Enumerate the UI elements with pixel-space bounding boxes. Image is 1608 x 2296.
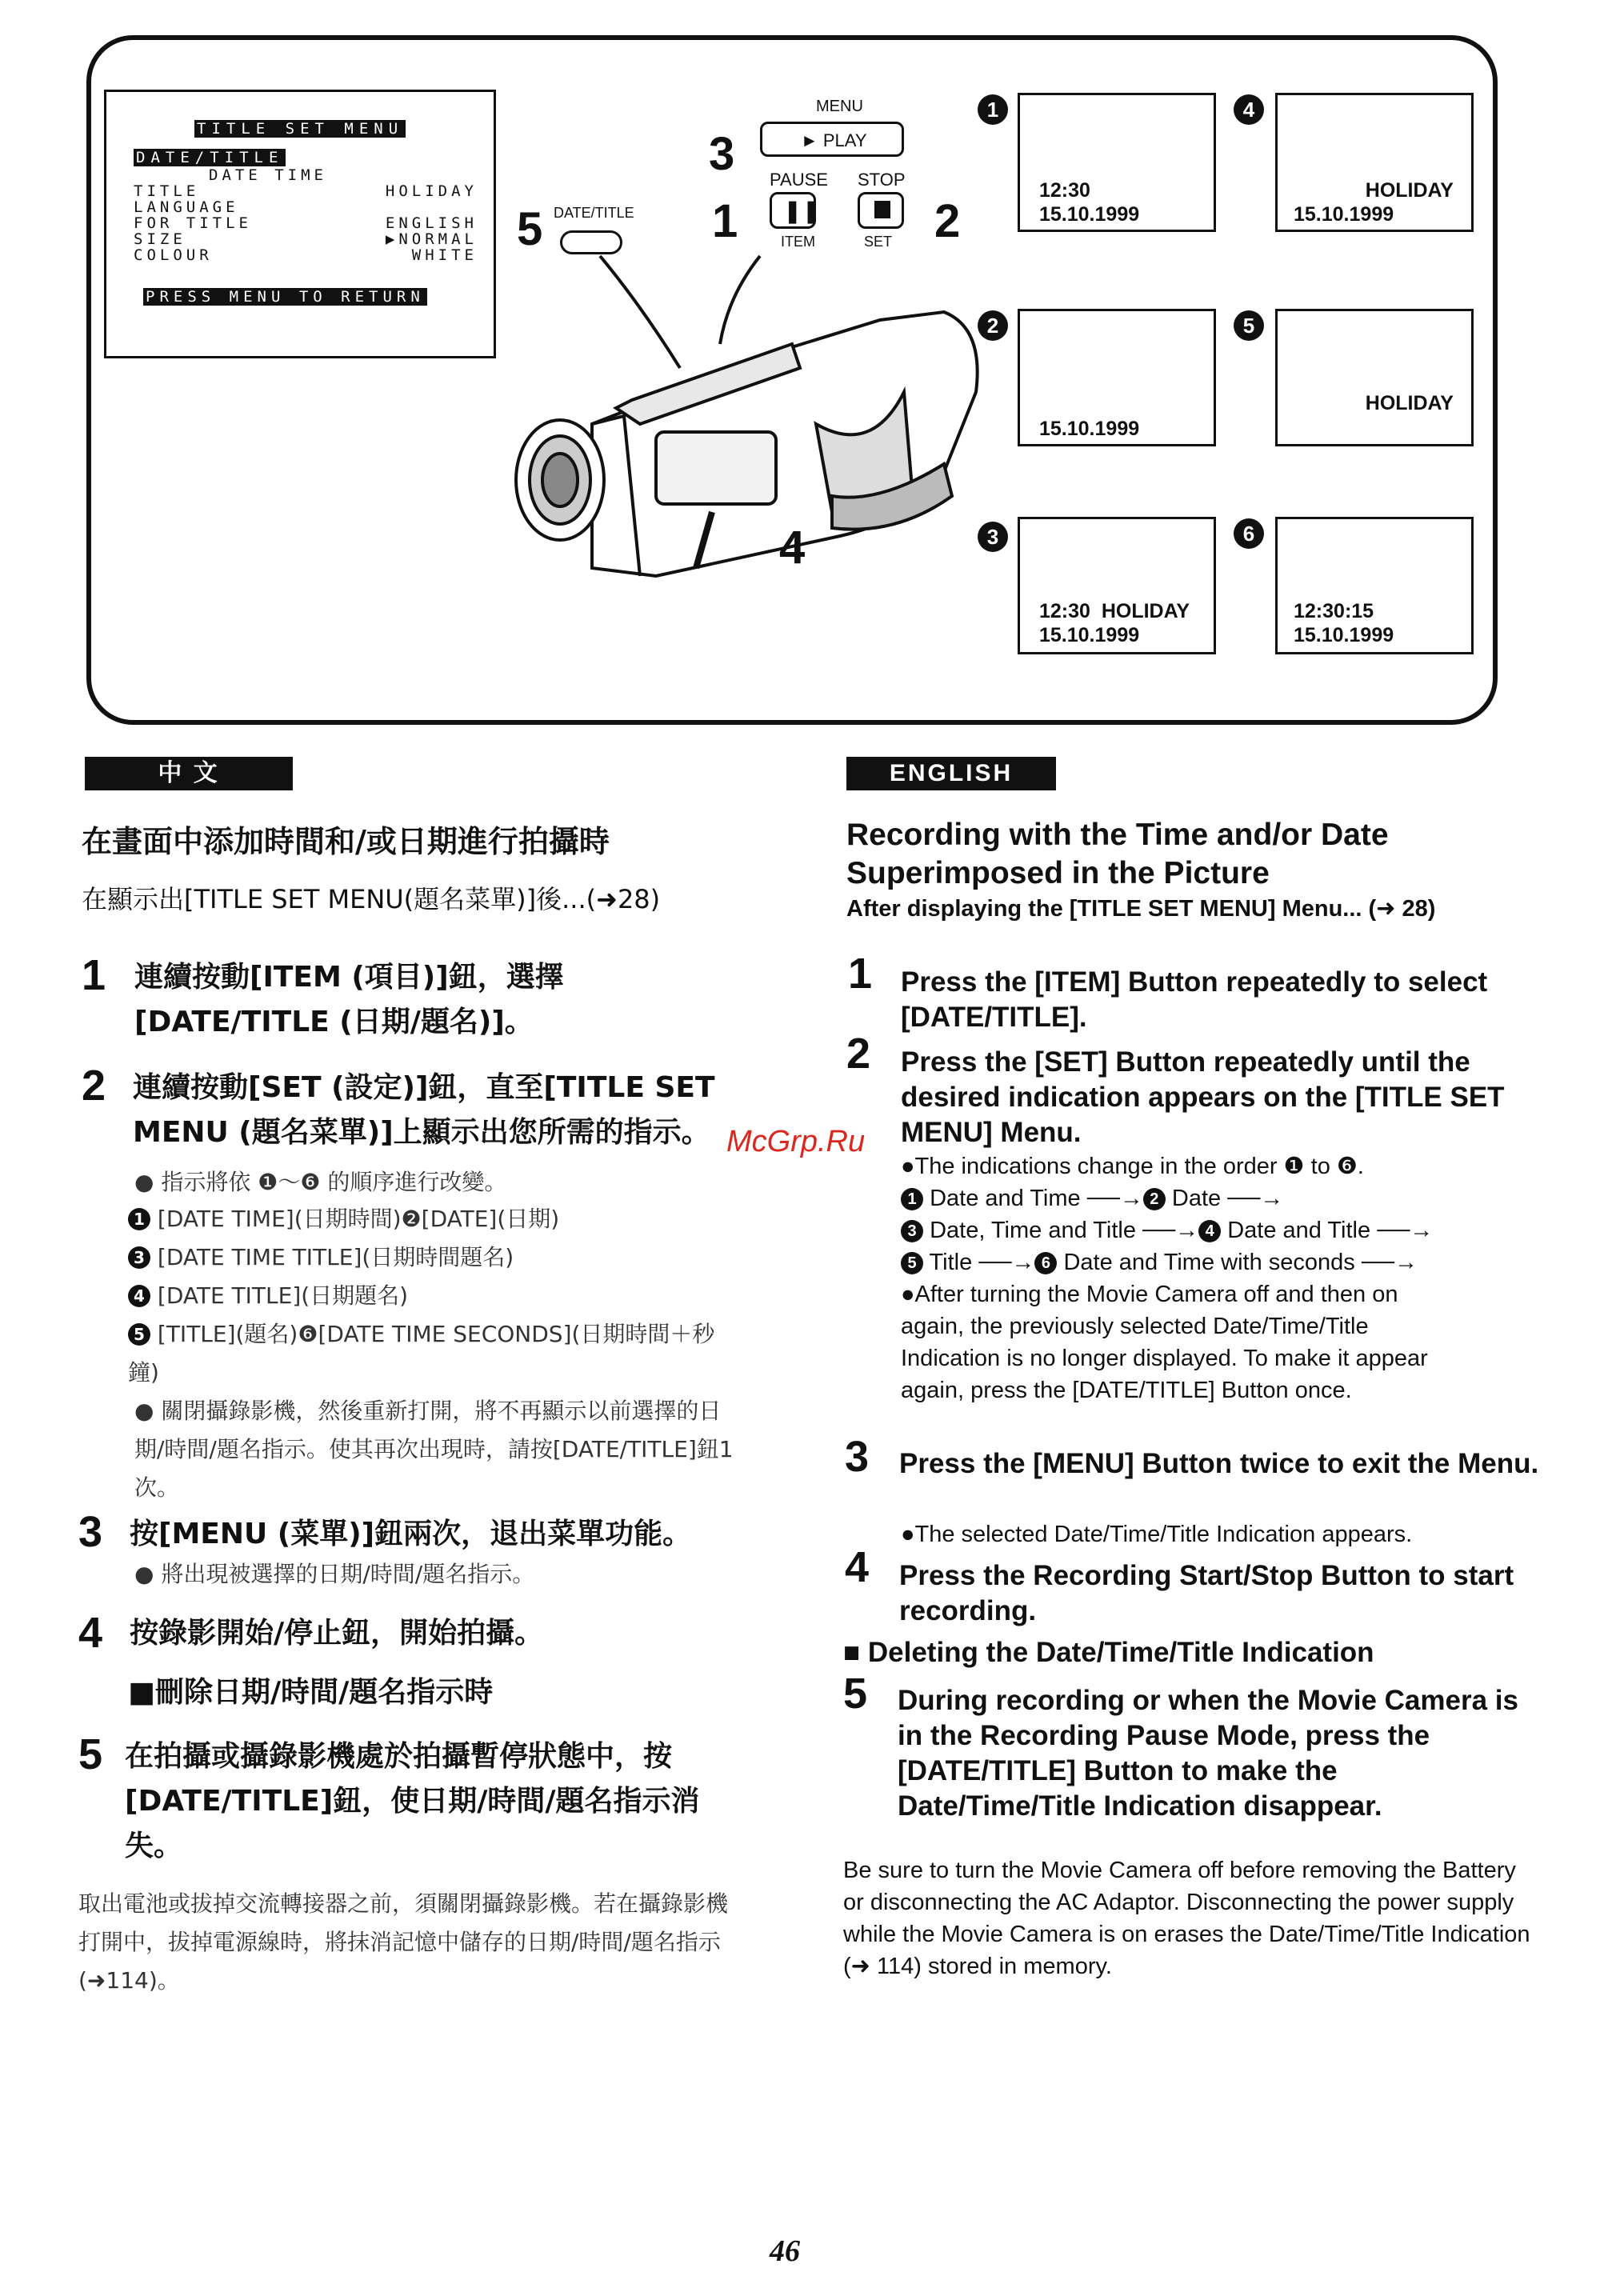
menu-screen-selected: DATE/TITLE: [134, 149, 286, 166]
play-label: ► PLAY: [801, 130, 867, 150]
chinese-note-3: ● 將出現被選擇的日期/時間/題名指示。: [134, 1561, 535, 1587]
step-5-label: 5: [517, 203, 543, 255]
chinese-subtitle: 在顯示出[TITLE SET MENU(題名菜單)]後...(➜28): [82, 884, 661, 914]
menu-row-label: LANGUAGE: [134, 198, 239, 216]
page-number: 46: [770, 2234, 800, 2268]
monitor-6: [1275, 517, 1474, 654]
step-1-label: 1: [712, 195, 738, 247]
chinese-step-1: 連續按動[ITEM (項目)]鈕，選擇[DATE/TITLE (日期/題名)]。: [134, 961, 564, 1038]
pause-icon: ❚❚: [783, 198, 821, 223]
english-step-4-number: 4: [845, 1543, 870, 1591]
watermark: McGrp.Ru: [726, 1125, 866, 1158]
monitor-1: [1018, 93, 1216, 232]
monitor-badge-4: 4: [1234, 94, 1264, 125]
menu-row-value: WHITE: [411, 246, 478, 264]
monitor-5: [1275, 309, 1474, 446]
monitor-6-line1: 12:30:15: [1294, 600, 1374, 622]
stop-label: STOP: [858, 170, 906, 190]
monitor-1-line1: 12:30: [1039, 179, 1090, 202]
chinese-delete-heading: ■刪除日期/時間/題名指示時: [128, 1676, 494, 1709]
item-label: ITEM: [781, 234, 815, 250]
monitor-badge-5: 5: [1234, 310, 1264, 341]
chinese-section-header: 中 文: [85, 757, 293, 790]
chinese-step-2: 連續按動[SET (設定)]鈕，直至[TITLE SET MENU (題名菜單)]上顯示出您所需的指示。: [133, 1071, 715, 1149]
chinese-step-3: 按[MENU (菜單)]鈕兩次，退出菜單功能。: [130, 1518, 692, 1550]
english-step-4: Press the Recording Start/Stop Button to start recording.: [899, 1560, 1514, 1626]
pause-item-button: [770, 192, 821, 229]
step-2-label: 2: [934, 195, 961, 247]
monitor-badge-6: 6: [1234, 518, 1264, 549]
menu-row-value: ▶NORMAL: [385, 230, 478, 248]
chinese-note-off-text: 關閉攝錄影機，然後重新打開，將不再顯示以前選擇的日期/時間/題名指示。使其再次出現時，請按[DATE/TITLE]鈕1次。: [134, 1398, 734, 1501]
english-title: Recording with the Time and/or Date Superimposed in the Picture: [846, 818, 1389, 890]
chinese-option-4: 4 [DATE TITLE](日期題名): [128, 1277, 736, 1315]
chinese-option-3-text: [DATE TIME TITLE](日期時間題名): [157, 1244, 514, 1270]
english-step-3: Press the [MENU] Button twice to exit the Menu.: [899, 1448, 1539, 1479]
monitor-6-line2: 15.10.1999: [1294, 624, 1394, 646]
english-step-1-number: 1: [848, 950, 873, 998]
pointer-line: [720, 256, 760, 344]
chinese-note-off: ● 關閉攝錄影機，然後重新打開，將不再顯示以前選擇的日期/時間/題名指示。使其再次出現時，請按[DATE/TITLE]鈕1次。: [134, 1398, 734, 1501]
monitor-5-line1: HOLIDAY: [1365, 392, 1454, 414]
camcorder-illustration: [496, 232, 992, 680]
menu-row-label: TITLE: [134, 182, 200, 200]
english-delete-heading: ■ Deleting the Date/Time/Title Indication: [843, 1637, 1374, 1668]
english-note-order: ●The indications change in the order ❶ to ❻.: [901, 1154, 1364, 1179]
monitor-4-line1: HOLIDAY: [1365, 179, 1454, 202]
step-3-label: 3: [709, 128, 735, 180]
monitor-3: [1018, 517, 1216, 654]
chinese-step-2-number: 2: [82, 1062, 106, 1110]
chinese-option-5-text: [TITLE](題名)❻[DATE TIME SECONDS](日期時間＋秒鐘): [128, 1321, 715, 1386]
chinese-note-order-text: 指示將依 ❶～❻ 的順序進行改變。: [161, 1169, 507, 1195]
chinese-option-5-6: 5 [TITLE](題名)❻[DATE TIME SECONDS](日期時間＋秒鐘): [128, 1321, 715, 1386]
english-footer-note: Be sure to turn the Movie Camera off before removing the Battery or disconnecting the AC Adaptor. Disconnecting the power supply while the Movie Camera is on erases the Date/Time/Title Indication (➜ 114) stored in memory.: [843, 1858, 1530, 1979]
english-step-3-number: 3: [845, 1433, 870, 1481]
title-set-menu-screen: [104, 90, 496, 358]
chinese-step-1-number: 1: [82, 951, 106, 999]
chinese-footer-note: 取出電池或拔掉交流轉接器之前，須關閉攝錄影機。若在攝錄影機打開中，拔掉電源線時，將抹消記憶中儲存的日期/時間/題名指示(➜114)。: [78, 1890, 729, 1994]
date-title-button-label: DATE/TITLE: [554, 205, 634, 221]
english-section-header: ENGLISH: [846, 757, 1056, 790]
english-option-1: Date and Time: [930, 1186, 1081, 1211]
monitor-badge-3: 3: [978, 522, 1008, 552]
english-options-row-2: 3 Date, Time and Title ──→ 4 Date and Title ──→: [901, 1214, 1541, 1246]
chinese-step-4-number: 4: [78, 1609, 103, 1657]
menu-label: MENU: [816, 98, 863, 115]
monitor-3-line1: 12:30 HOLIDAY: [1039, 600, 1190, 622]
english-step-2-number: 2: [846, 1030, 871, 1078]
menu-row-label: SIZE: [134, 230, 186, 248]
menu-row-label: DATE TIME: [209, 166, 327, 184]
english-subtitle: After displaying the [TITLE SET MENU] Menu... (➜ 28): [846, 896, 1436, 922]
menu-row-label: COLOUR: [134, 246, 213, 264]
english-option-2: Date: [1171, 1186, 1222, 1211]
monitor-4: [1275, 93, 1474, 232]
english-note-3: ●The selected Date/Time/Title Indication appears.: [901, 1522, 1413, 1547]
monitor-2-line2: 15.10.1999: [1039, 418, 1140, 440]
chinese-option-1-2: 1 [DATE TIME](日期時間)❷[DATE](日期): [128, 1200, 736, 1238]
menu-screen-footer: PRESS MENU TO RETURN: [143, 288, 427, 306]
chinese-title: 在畫面中添加時間和/或日期進行拍攝時: [82, 824, 610, 859]
monitor-4-line2: 15.10.1999: [1294, 203, 1394, 226]
set-label: SET: [864, 234, 893, 250]
english-option-6: Date and Time with seconds: [1063, 1250, 1355, 1275]
english-step-2: Press the [SET] Button repeatedly until the desired indication appears on the [TITLE SET MENU] Menu.: [901, 1046, 1505, 1148]
chinese-step-5: 在拍攝或攝錄影機處於拍攝暫停狀態中，按[DATE/TITLE]鈕，使日期/時間/題名指示消失。: [125, 1740, 700, 1862]
stop-icon: [874, 201, 890, 218]
chinese-option-4-text: [DATE TITLE](日期題名): [157, 1282, 409, 1309]
pointer-line: [600, 256, 680, 368]
chinese-option-1-text: [DATE TIME](日期時間)❷[DATE](日期): [157, 1206, 560, 1232]
english-option-4: Date and Title: [1227, 1218, 1371, 1243]
english-step-5: During recording or when the Movie Camera is in the Recording Pause Mode, press the [DATE/TITLE] Button to make the Date/Time/Title Indication disappear.: [898, 1685, 1518, 1822]
stop-set-button: [858, 192, 904, 229]
monitor-badge-2: 2: [978, 310, 1008, 341]
monitor-2: [1018, 309, 1216, 446]
english-options-row-3: 5 Title ──→ 6 Date and Time with seconds ──→: [901, 1246, 1541, 1278]
chinese-step-5-number: 5: [78, 1730, 103, 1778]
menu-screen-title: TITLE SET MENU: [194, 120, 406, 138]
chinese-note-3-text: 將出現被選擇的日期/時間/題名指示。: [161, 1561, 535, 1587]
english-options-row-1: 1 Date and Time ──→ 2 Date ──→: [901, 1182, 1541, 1214]
english-option-3: Date, Time and Title: [930, 1218, 1136, 1243]
monitor-badge-1: 1: [978, 94, 1008, 125]
english-step-1: Press the [ITEM] Button repeatedly to select [DATE/TITLE].: [901, 966, 1488, 1033]
play-button: [760, 122, 904, 157]
chinese-step-4: 按錄影開始/停止鈕，開始拍攝。: [130, 1617, 544, 1650]
menu-row-label: FOR TITLE: [134, 214, 252, 232]
english-note-off: ●After turning the Movie Camera off and then on again, the previously selected Date/Time/Title Indication is no longer displayed. To make it appear again, press the [DATE/TITLE] Button once.: [901, 1282, 1428, 1403]
monitor-1-line2: 15.10.1999: [1039, 203, 1140, 226]
menu-screen-rows: [134, 167, 486, 263]
chinese-option-3: 3 [DATE TIME TITLE](日期時間題名): [128, 1238, 736, 1277]
chinese-note-order: ● 指示將依 ❶～❻ 的順序進行改變。: [134, 1169, 507, 1195]
english-option-5: Title: [929, 1250, 973, 1275]
menu-row-value: HOLIDAY: [385, 182, 478, 200]
english-step-5-number: 5: [843, 1670, 868, 1718]
chinese-step-3-number: 3: [78, 1508, 103, 1556]
monitor-3-line2: 15.10.1999: [1039, 624, 1140, 646]
pause-label: PAUSE: [770, 170, 828, 190]
menu-row-value: ENGLISH: [385, 214, 478, 232]
step-4-label: 4: [779, 522, 806, 574]
